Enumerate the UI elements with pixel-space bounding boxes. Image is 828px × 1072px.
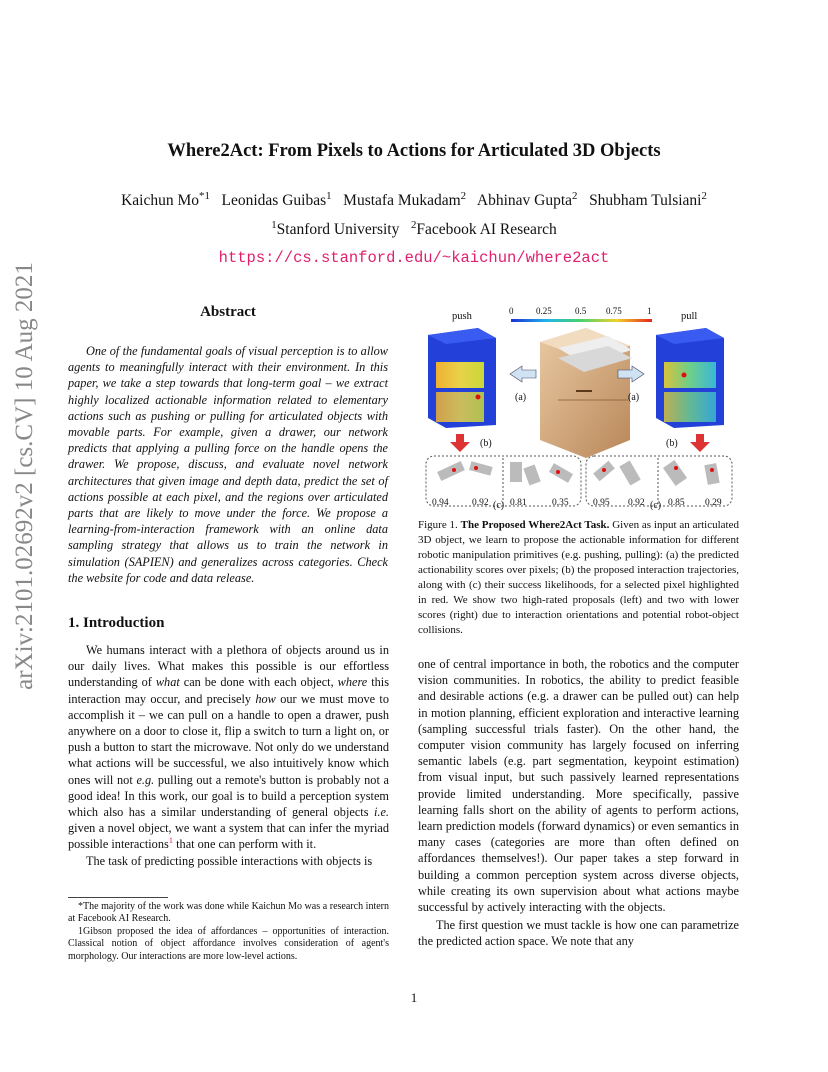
figure-caption: Figure 1. The Proposed Where2Act Task. Given as input an articulated 3D object, we learn to propose the actionable information for different robotic manipulation primitives (e.g. pushing, pulling): (a) the predicted actionability scores over pixels; (b) the proposed interaction trajectories, along with (c) their success likelihoods, for a selected pixel highlighted in red. We show two high-rated proposals (left) and two with lower scores (right) due to interaction orientations and potential robot-object collisions.: [418, 519, 739, 636]
section-heading: 1. Introduction: [68, 615, 165, 631]
colorbar-tick: 1: [647, 306, 652, 316]
colorbar-tick: 0.25: [536, 306, 552, 316]
figure-1: [418, 300, 739, 515]
footnote: 1Gibson proposed the idea of affordances – opportunities of interaction. Classical notion of object affordance involves consideration of agent's morphology. Our interactions are more low-level actions.: [68, 925, 389, 962]
arrow-down-icon: [450, 434, 470, 452]
label-a: (a): [628, 392, 640, 403]
push-label: push: [452, 311, 472, 322]
score: 0.29: [705, 498, 722, 508]
abstract-text: One of the fundamental goals of visual perception is to allow agents to meaningfully interact with their environment. In this paper, we take a step towards that long-term goal – we extract highly localized actionable information related to elementary actions such as pushing or pulling for articulated objects with movable parts. For example, given a drawer, our network predicts that applying a pulling force on the handle opens the drawer. We propose, discuss, and evaluate novel network architectures that given image and depth data, predict the set of actions possible at each pixel, and the regions over articulated parts that are likely to move under the force. We propose a learning-from-interaction framework with an online data sampling strategy that allows us to train the network in simulation (SAPIEN) and generalizes across categories. Check the website for code and data release.: [68, 344, 388, 585]
abstract-heading: Abstract: [200, 304, 256, 320]
pull-label: pull: [681, 311, 698, 322]
score: 0.35: [552, 498, 569, 508]
score: 0.92: [472, 498, 489, 508]
score: 0.81: [510, 498, 527, 508]
colorbar: [511, 319, 652, 322]
page-number: 1: [410, 990, 418, 1005]
right-column-text: [418, 656, 739, 950]
project-url-link[interactable]: https://cs.stanford.edu/~kaichun/where2act: [218, 249, 610, 267]
paper-title: Where2Act: From Pixels to Actions for Articulated 3D Objects: [167, 141, 661, 161]
caption-title: The Proposed Where2Act Task.: [460, 519, 610, 531]
author: Leonidas Guibas$^1$: [221, 189, 332, 209]
colorbar-tick: 0.75: [606, 306, 622, 316]
arxiv-stamp: [10, 262, 40, 690]
label-c: (c): [650, 500, 662, 511]
score: 0.85: [668, 498, 685, 508]
affiliation: $^2$Facebook AI Research: [411, 218, 557, 238]
label-c: (c): [493, 500, 505, 511]
footnotes: [68, 901, 389, 963]
paragraph: We humans interact with a plethora of objects around us in our daily lives. What makes this possible is our effortless understanding of what can be done with each object, where this interaction may occur, and precisely how our we must move to accomplish it – we can pull on a handle to open a drawer, push anywhere on a door to close it, flip a switch to turn a light on, or push a button to start the microwave. Not only do we understand what actions will be successful, we also intuitively know which ones will not e.g. pulling out a remote's button is probably not a good idea! In this work, our goal is to build a perception system which also has a similar understanding of general objects i.e. given a novel object, we want a system that can infer the myriad possible interactions$^1$ that one can perform with it.: [68, 643, 390, 852]
label-b: (b): [480, 438, 492, 449]
author: Mustafa Mukadam$^2$: [343, 189, 467, 209]
author: Kaichun Mo$^{*1}$: [121, 189, 210, 209]
author: Shubham Tulsiani$^2$: [589, 189, 707, 209]
author-list: [0, 189, 828, 210]
arrow-left-icon: [510, 366, 536, 382]
footnote: *The majority of the work was done while Kaichun Mo was a research intern at Facebook AI Research.: [68, 901, 389, 925]
paragraph: one of central importance in both, the robotics and the computer vision communities. In robotics, the ability to predict feasible and desirable actions (e.g. a drawer can be pulled out) can help in motion planning, efficient exploration and interactive learning (sampling successful trials faster). On the other hand, the computer vision community has largely focused on inferring semantic labels (e.g. part segmentation, keypoint estimation) from visual input, but such passively learned representations provide limited understanding. More specifically, passive learning falls short on the ability of agents to perform actions, learn prediction models (forward dynamics) or even semantics in many cases (categories are more than often defined on affordances themselves!). Our paper takes a step forward in building a common perception system across diverse objects, while creating its own supervision about what actions maybe successful by actively interacting with the objects.: [418, 657, 739, 915]
affiliations: [0, 218, 828, 239]
author: Abhinav Gupta$^2$: [476, 189, 578, 209]
footnote-divider: [68, 897, 168, 898]
paragraph: The task of predicting possible interactions with objects is: [86, 853, 373, 868]
pull-heatmap-cabinet: [656, 328, 724, 428]
footnote-mark-link[interactable]: 1: [168, 835, 174, 846]
affiliation: $^1$Stanford University: [271, 218, 400, 238]
paragraph: The first question we must tackle is how one can parametrize the predicted action space. We note that any: [418, 918, 739, 949]
trajectory-thumbnails: [437, 460, 720, 486]
intro-text: [68, 642, 389, 869]
arrow-down-icon: [690, 434, 710, 452]
colorbar-tick: 0: [509, 306, 514, 316]
label-a: (a): [515, 392, 527, 403]
push-heatmap-cabinet: [428, 328, 496, 428]
label-b: (b): [666, 438, 678, 449]
score: 0.94: [432, 498, 449, 508]
input-cabinet-3d: [540, 328, 632, 458]
score: 0.95: [593, 498, 610, 508]
colorbar-tick: 0.5: [575, 306, 587, 316]
score: 0.92: [628, 498, 645, 508]
arxiv-stamp-text: arXiv:2101.02692v2 [cs.CV] 10 Aug 2021: [11, 262, 38, 690]
